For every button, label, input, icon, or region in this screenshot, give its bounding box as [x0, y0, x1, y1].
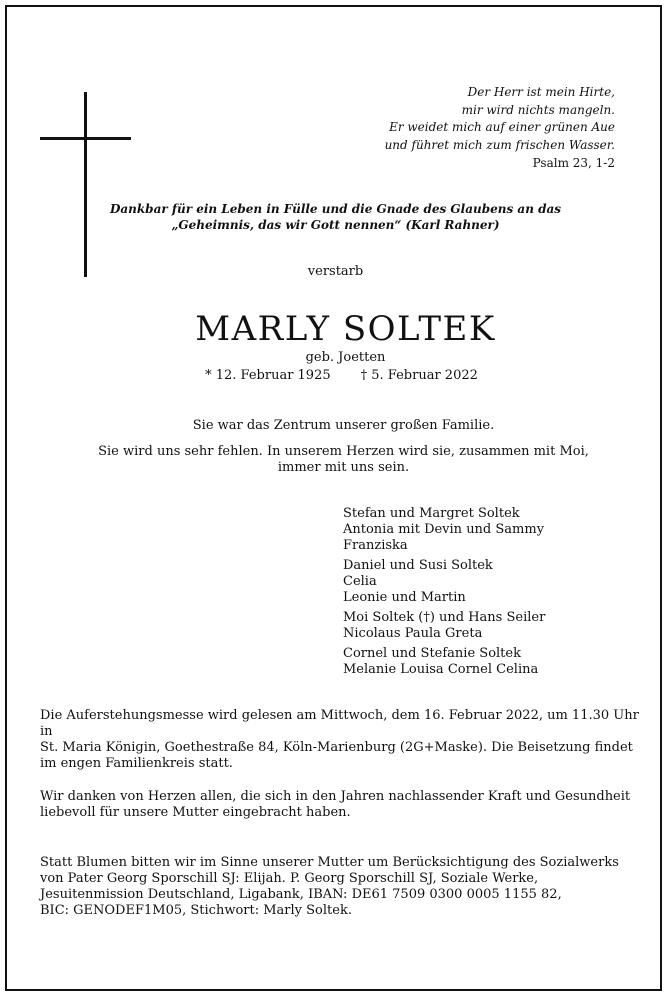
text-line: St. Maria Königin, Goethestraße 84, Köln-Marienburg (2G+Maske). Die Beisetzung findet	[40, 740, 633, 755]
tribute-line: immer mit uns sein.	[277, 460, 410, 475]
psalm-reference: Psalm 23, 1-2	[532, 156, 615, 170]
birth-date: * 12. Februar 1925	[205, 368, 331, 383]
psalm-line: Er weidet mich auf einer grünen Aue	[389, 120, 615, 134]
cross-horizontal-bar	[40, 137, 131, 140]
donation-request	[40, 855, 640, 919]
birth-name: geb. Joetten	[305, 350, 386, 365]
thanks-paragraph	[40, 789, 640, 821]
deceased-name: MARLY SOLTEK	[195, 309, 496, 349]
gratitude-line: Dankbar für ein Leben in Fülle und die Gnade des Glaubens an das	[109, 202, 562, 216]
gratitude-statement	[0, 201, 671, 233]
psalm-line: Der Herr ist mein Hirte,	[467, 85, 615, 99]
text-line: liebevoll für unsere Mutter eingebracht haben.	[40, 805, 351, 820]
family-member: Stefan und Margret Soltek	[343, 506, 520, 521]
tribute-line: Sie war das Zentrum unserer großen Familie.	[192, 418, 495, 433]
verstarb-label: verstarb	[307, 264, 364, 279]
family-member: Antonia mit Devin und Sammy	[343, 522, 545, 537]
text-line: Jesuitenmission Deutschland, Ligabank, IBAN: DE61 7509 0300 0005 1155 82,	[40, 887, 562, 902]
text-line: Die Auferstehungsmesse wird gelesen am Mittwoch, dem 16. Februar 2022, um 11.30 Uhr in	[40, 708, 639, 739]
death-date: † 5. Februar 2022	[360, 368, 478, 383]
text-line: Wir danken von Herzen allen, die sich in den Jahren nachlassender Kraft und Gesundheit	[40, 789, 631, 804]
text-line: im engen Familienkreis statt.	[40, 756, 233, 771]
tribute-line: Sie wird uns sehr fehlen. In unserem Herzen wird sie, zusammen mit Moi,	[98, 444, 589, 459]
family-list	[343, 506, 545, 682]
life-dates	[0, 368, 671, 383]
family-group	[343, 646, 545, 678]
cross-vertical-bar	[84, 92, 87, 277]
psalm-line: mir wird nichts mangeln.	[461, 102, 615, 117]
family-group	[343, 558, 545, 606]
text-line: Statt Blumen bitten wir im Sinne unserer Mutter um Berücksichtigung des Sozialwerks	[40, 855, 619, 870]
family-member: Leonie und Martin	[343, 590, 466, 605]
family-member: Daniel und Susi Soltek	[343, 558, 493, 573]
psalm-line: und führet mich zum frischen Wasser.	[384, 137, 615, 152]
gratitude-line: „Geheimnis, das wir Gott nennen“ (Karl Rahner)	[171, 218, 500, 232]
family-member: Franziska	[343, 538, 408, 553]
family-member: Melanie Louisa Cornel Celina	[343, 662, 539, 677]
family-member: Moi Soltek (†) und Hans Seiler	[343, 610, 546, 625]
mass-announcement	[40, 708, 640, 772]
psalm-quote	[385, 84, 615, 173]
family-member: Nicolaus Paula Greta	[343, 626, 483, 641]
family-group	[343, 506, 545, 554]
family-member: Cornel und Stefanie Soltek	[343, 646, 521, 661]
text-line: von Pater Georg Sporschill SJ: Elijah. P. Georg Sporschill SJ, Soziale Werke,	[40, 871, 539, 886]
family-member: Celia	[343, 574, 377, 589]
family-group	[343, 610, 545, 642]
text-line: BIC: GENODEF1M05, Stichwort: Marly Soltek.	[40, 903, 352, 918]
